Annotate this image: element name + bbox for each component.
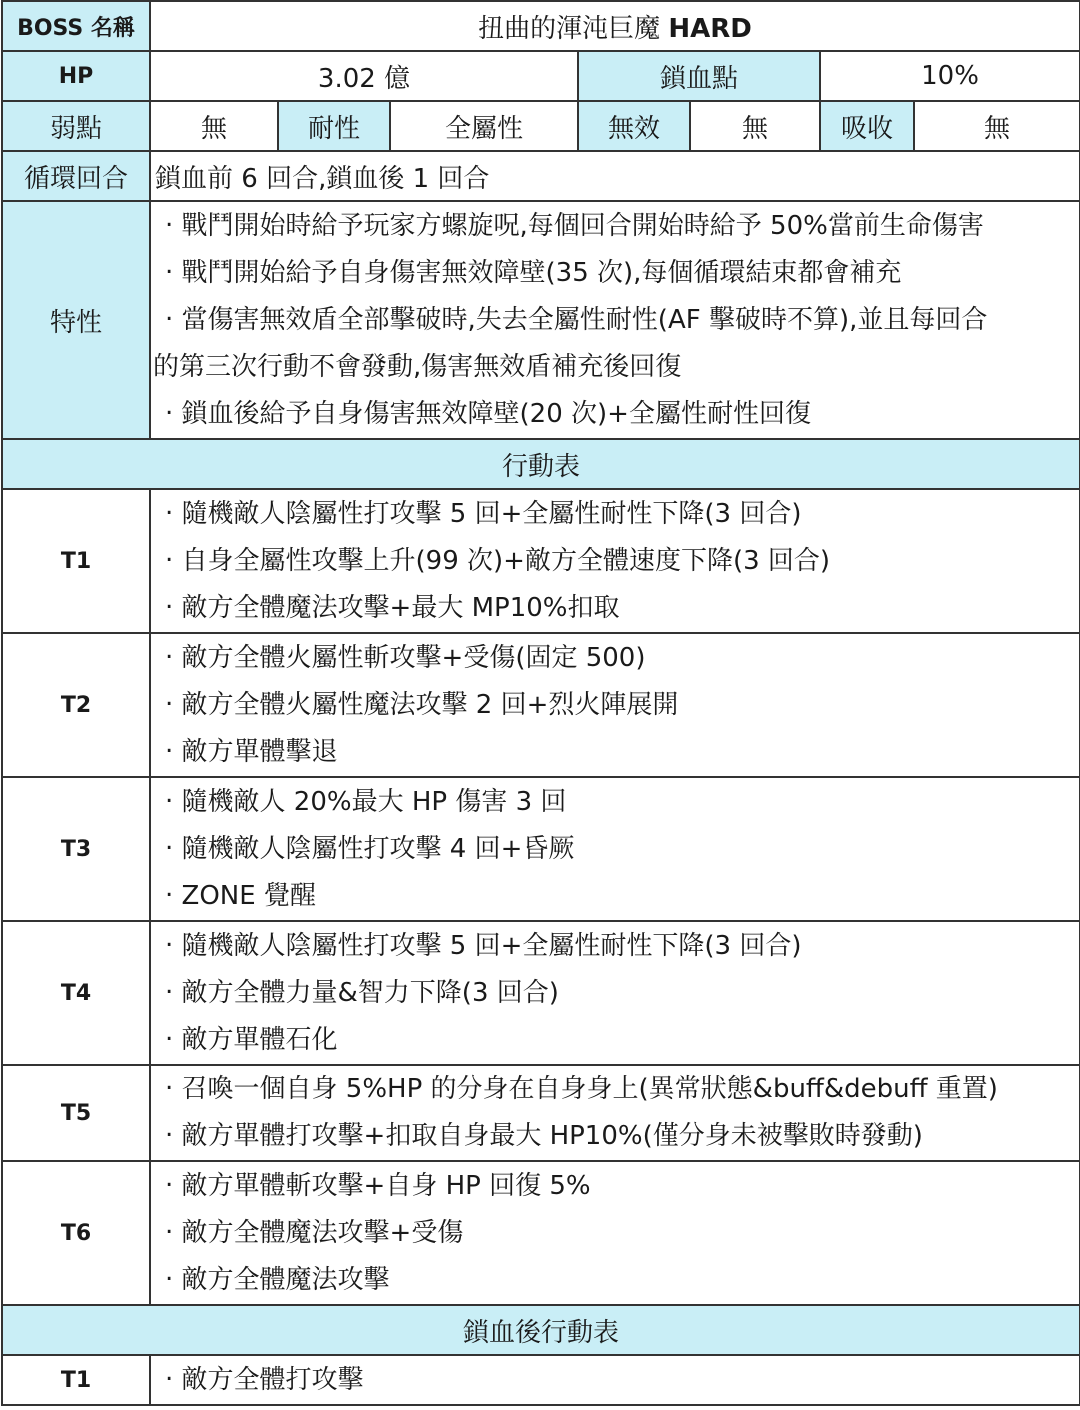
action-line: ‧ 敵方全體力量&智力下降(3 回合) [165,977,559,1008]
turn-row [2,489,1080,633]
action-table-header-row [2,439,1080,489]
turn-actions [150,633,1080,777]
action-line: ‧ 敵方全體魔法攻擊+最大 MP10%扣取 [165,592,620,623]
post-lock-title: 鎖血後行動表 [2,1305,1080,1355]
trait-line: ‧ 戰鬥開始給予自身傷害無效障壁(35 次),每個循環結束都會補充 [165,257,902,288]
turn-actions [150,489,1080,633]
turn-row [2,1065,1080,1161]
attribute-row [2,101,1080,151]
action-line: ‧ 召喚一個自身 5%HP 的分身在自身身上(異常狀態&buff&debuff 重置) [165,1074,998,1104]
trait-line: 的第三次行動不會發動,傷害無效盾補充後回復 [153,351,682,382]
cycle-value: 鎖血前 6 回合,鎖血後 1 回合 [150,151,1080,201]
turn-label: T3 [2,777,150,921]
action-line: ‧ 敵方全體火屬性魔法攻擊 2 回+烈火陣展開 [165,689,679,720]
turn-label: T6 [2,1161,150,1305]
turn-label: T1 [2,489,150,633]
cycle-row [2,151,1080,201]
traits-label: 特性 [2,201,150,439]
traits-list [150,201,1080,439]
turn-actions [150,777,1080,921]
action-line: ‧ 敵方單體擊退 [165,736,338,767]
weakness-label: 弱點 [2,101,150,151]
action-line: ‧ 敵方單體石化 [165,1024,338,1055]
nullify-value: 無 [690,101,820,151]
trait-line: ‧ 當傷害無效盾全部擊破時,失去全屬性耐性(AF 擊破時不算),並且每回合 [165,304,988,335]
post-lock-turn-row [2,1355,1080,1405]
action-line: ‧ 自身全屬性攻擊上升(99 次)+敵方全體速度下降(3 回合) [165,545,831,576]
action-line: ‧ 敵方全體魔法攻擊 [165,1264,390,1295]
hp-label: HP [2,51,150,101]
turn-label: T5 [2,1065,150,1161]
lock-point-label: 鎖血點 [578,51,820,101]
action-line: ‧ 隨機敵人陰屬性打攻擊 5 回+全屬性耐性下降(3 回合) [165,498,802,529]
action-line: ‧ 隨機敵人陰屬性打攻擊 4 回+昏厥 [165,833,575,864]
trait-line: ‧ 戰鬥開始時給予玩家方螺旋呪,每個回合開始時給予 50%當前生命傷害 [165,210,984,241]
lock-point-value: 10% [820,51,1080,101]
action-line: ‧ 敵方全體打攻擊 [165,1364,364,1395]
traits-row [2,201,1080,439]
hp-row [2,51,1080,101]
turn-row [2,777,1080,921]
boss-name-label: BOSS 名稱 [2,1,150,51]
turn-row [2,921,1080,1065]
turn-row [2,633,1080,777]
action-line: ‧ ZONE 覺醒 [165,880,316,911]
turn-label: T1 [2,1355,150,1405]
cycle-label: 循環回合 [2,151,150,201]
turn-label: T4 [2,921,150,1065]
action-line: ‧ 敵方單體斬攻擊+自身 HP 回復 5% [165,1170,591,1201]
absorb-value: 無 [914,101,1080,151]
absorb-label: 吸收 [820,101,914,151]
turn-label: T2 [2,633,150,777]
turn-actions [150,921,1080,1065]
action-line: ‧ 敵方全體魔法攻擊+受傷 [165,1217,464,1248]
boss-name-value: 扭曲的渾沌巨魔 HARD [150,1,1080,51]
boss-info-table [1,0,1080,1406]
post-lock-header-row [2,1305,1080,1355]
action-line: ‧ 隨機敵人陰屬性打攻擊 5 回+全屬性耐性下降(3 回合) [165,930,802,961]
action-line: ‧ 敵方全體火屬性斬攻擊+受傷(固定 500) [165,642,646,673]
hp-value: 3.02 億 [150,51,578,101]
trait-line: ‧ 鎖血後給予自身傷害無效障壁(20 次)+全屬性耐性回復 [165,398,811,429]
action-line: ‧ 敵方單體打攻擊+扣取自身最大 HP10%(僅分身未被擊敗時發動) [165,1121,923,1151]
resistance-label: 耐性 [278,101,390,151]
boss-name-row [2,1,1080,51]
turn-actions [150,1161,1080,1305]
nullify-label: 無效 [578,101,690,151]
action-table-title: 行動表 [2,439,1080,489]
turn-actions [150,1355,1080,1405]
resistance-value: 全屬性 [390,101,578,151]
turn-row [2,1161,1080,1305]
weakness-value: 無 [150,101,278,151]
action-line: ‧ 隨機敵人 20%最大 HP 傷害 3 回 [165,786,567,817]
turn-actions [150,1065,1080,1161]
